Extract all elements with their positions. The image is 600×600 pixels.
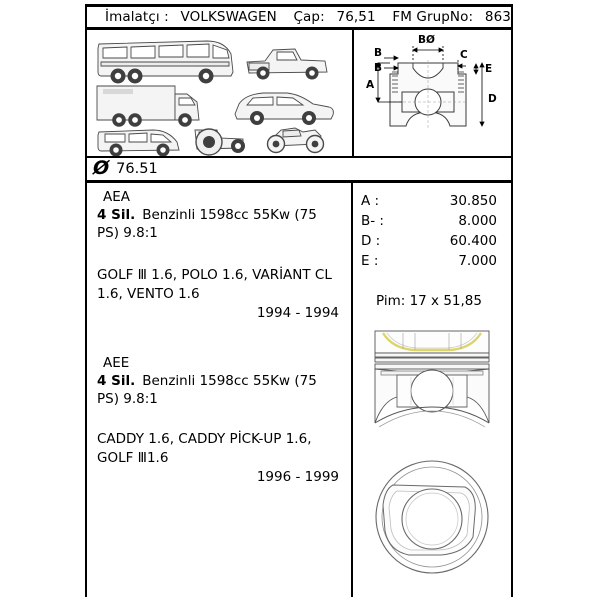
piston-dimension-diagram-panel [354,30,511,156]
specifications-panel [353,183,511,597]
tractor-silhouette [195,129,245,155]
group-no-value: 863 [484,9,511,25]
diameter-value: 76.51 [116,161,158,177]
bore-value: 76,51 [336,9,376,25]
spec-label: A : [361,193,380,209]
spec-label: D : [361,233,381,249]
diameter-icon: Ø [93,156,110,179]
spec-value: 60.400 [449,233,497,249]
engine-spec-line [97,372,343,408]
vehicle-types-panel [87,30,354,156]
application-entry [97,189,343,321]
sedan-car-silhouette [235,93,333,125]
dim-label-bore-top: BØ [418,34,435,46]
table-row [361,251,497,271]
piston-side-view-drawing [353,323,511,449]
cylinder-count: 4 Sil. [97,373,136,389]
illustration-row [85,30,513,158]
engine-code: AEE [103,355,130,371]
spec-label: B- : [361,213,384,229]
dim-label-c: C [460,49,468,61]
spec-value: 8.000 [458,213,497,229]
dimensions-table [353,183,511,271]
group-no-label: FM GrupNo: [392,9,474,25]
pickup-truck-silhouette [247,49,327,80]
dim-label-d: D [488,93,497,105]
box-truck-silhouette [97,86,199,127]
table-row [361,231,497,251]
production-years: 1994 - 1994 [256,305,339,321]
piston-pin-spec: Pim: 17 x 51,85 [376,293,482,309]
piston-bottom-view-image [353,455,511,585]
table-row [361,211,497,231]
cylinder-count: 4 Sil. [97,207,136,223]
engine-spec-line [97,206,343,242]
catalog-header [85,4,513,30]
dim-label-b-upper: B [374,47,383,59]
catalog-sheet [85,4,513,600]
engine-description: Benzinli 1598cc 55Kw (75 PS) 9.8:1 [97,373,317,407]
spec-value: 7.000 [458,253,497,269]
engine-description: Benzinli 1598cc 55Kw (75 PS) 9.8:1 [97,207,317,241]
vehicle-silhouettes-group [87,30,354,156]
engine-code: AEA [103,189,130,205]
spec-label: E : [361,253,379,269]
dim-label-e: E [485,63,493,75]
piston-cross-section-diagram [354,30,511,156]
details-row [85,183,513,597]
manufacturer-value: VOLKSWAGEN [180,9,277,25]
application-entry [97,355,343,485]
diameter-bar [85,158,513,183]
piston-bottom-view-drawing [353,455,511,585]
van-silhouette [98,130,179,156]
vehicle-models: GOLF Ⅲ 1.6, POLO 1.6, VARİANT CL 1.6, VENTO 1.6 [97,267,332,302]
motorcycle-silhouette [268,128,324,153]
table-row [361,191,497,211]
vehicle-models: CADDY 1.6, CADDY PİCK-UP 1.6, GOLF Ⅲ1.6 [97,431,312,466]
spec-value: 30.850 [449,193,497,209]
engine-applications-panel [87,183,353,597]
bore-label: Çap: [293,9,325,25]
bus-silhouette [98,41,233,84]
piston-side-view-image [353,323,511,449]
dim-label-a: A [366,79,375,91]
manufacturer-label: İmalatçı : [105,9,169,25]
dim-label-b-lower: B [374,62,383,74]
production-years: 1996 - 1999 [256,469,339,485]
